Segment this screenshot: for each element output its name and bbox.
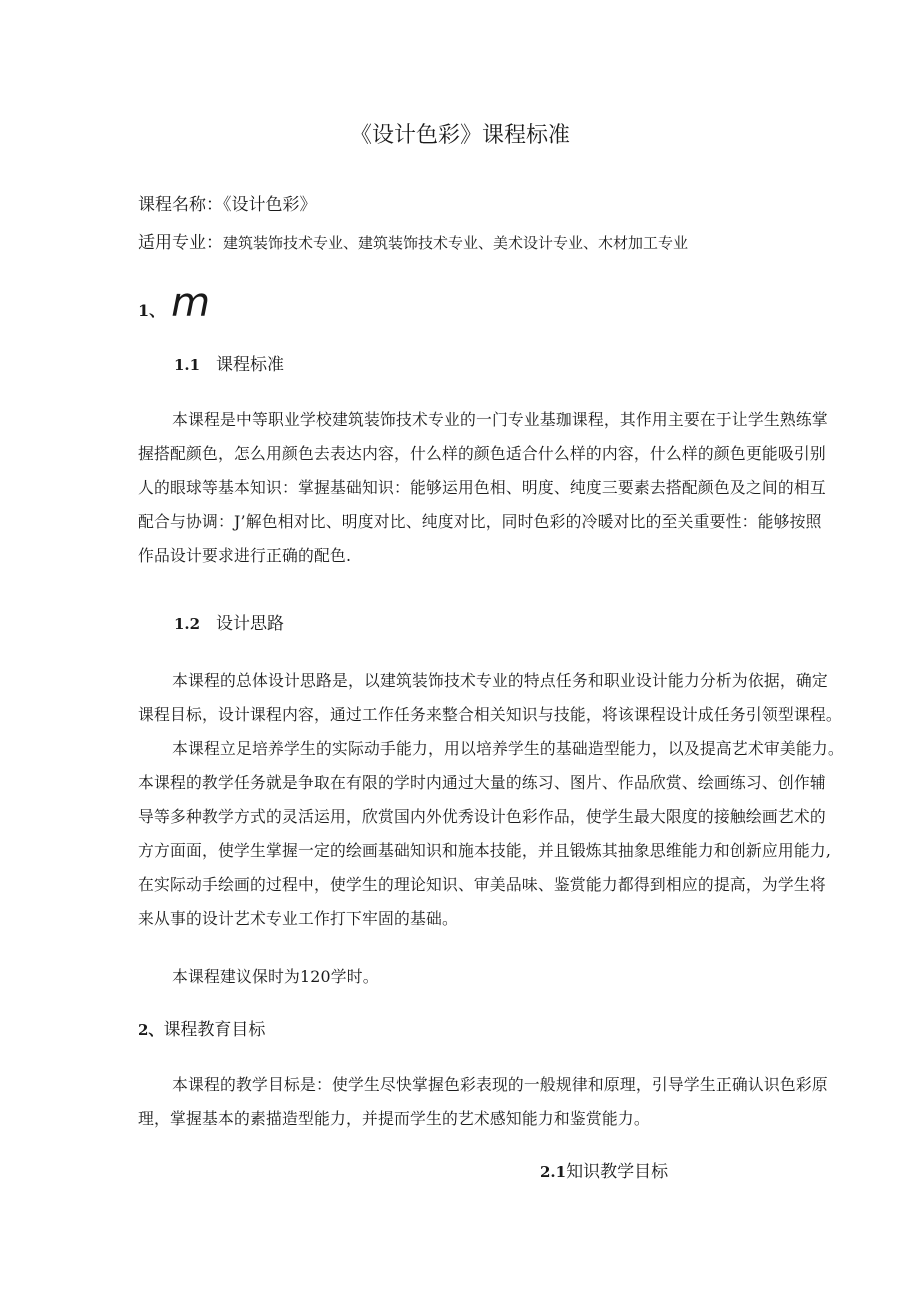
paragraph-line: 方方面面，使学生掌握一定的绘画基础知识和施本技能，并且锻炼其抽象思维能力和创新应用能力, [138,841,832,860]
section-1-heading [138,280,210,326]
paragraph-line: 本课程立足培养学生的实际动手能力，用以培养学生的基础造型能力，以及提高艺术审美能力。 [172,739,844,758]
section-1-number: 1、 [138,301,166,320]
section-1-2-number: 1.2 [174,615,201,633]
major-value: 建筑装饰技术专业、建筑装饰技术专业、美术设计专业、木材加工专业 [223,234,689,252]
paragraph-line: 握搭配颜色，怎么用颜色去表达内容，什么样的颜色适合什么样的内容，什么样的颜色更能吸引别 [138,444,826,463]
paragraph-line: 在实际动手绘画的过程中，使学生的理论知识、审美品味、鉴赏能力都得到相应的提高，为学生将 [138,875,826,894]
section-2-1-heading [540,1157,668,1182]
paragraph-line: 人的眼球等基本知识：掌握基础知识：能够运用色相、明度、纯度三要素去搭配颜色及之间的相互 [138,478,826,497]
section-1-2-paragraph-3 [138,960,873,994]
section-1-1-paragraph [138,403,873,573]
section-1-1-number: 1.1 [174,356,201,374]
section-1-2-title: 设计思路 [216,614,284,634]
paragraph-line: 本课程是中等职业学校建筑装饰技术专业的一门专业基珈课程，其作用主要在于让学生熟练掌 [172,410,828,429]
paragraph-line: 来从事的设计艺术专业工作打下牢固的基础。 [138,909,458,928]
paragraph-line: 导等多种教学方式的灵活运用，欣赏国内外优秀设计色彩作品，使学生最大限度的接触绘画艺术的 [138,807,826,826]
paragraph-line: 配合与协调：J’解色相对比、明度对比、纯度对比，同时色彩的冷暖对比的至关重要性：能够按照 [138,512,822,531]
section-2-heading [138,1015,265,1040]
paragraph-line: 本课程的教学任务就是争取在有限的学时内通过大量的练习、图片、作品欣赏、绘画练习、创作辅 [138,773,826,792]
section-1-2-paragraph-2 [138,732,873,936]
paragraph-line: 本课程的总体设计思路是，以建筑装饰技术专业的特点任务和职业设计能力分析为依据，确定 [172,671,828,690]
page-title: 《设计色彩》课程标准 [349,123,570,148]
major-label: 适用专业： [138,233,223,253]
paragraph-line: 理，掌握基本的素描造型能力，并提而学生的艺术感知能力和鉴赏能力。 [138,1109,650,1128]
section-2-1-number: 2.1 [540,1163,567,1181]
course-name-label: 课程名称： [138,195,223,215]
section-1-1-heading [174,350,284,375]
section-1-2-heading [174,609,284,634]
paragraph-line: 作品设计要求进行正确的配色. [138,546,352,565]
section-1-2-paragraph-1 [138,664,873,732]
section-2-1-title: 知识教学目标 [566,1162,669,1182]
major-row [138,228,688,253]
paragraph-line: 本课程建议保时为120学时。 [172,967,379,986]
paragraph-line: 课程目标，设计课程内容，通过工作任务来整合相关知识与技能，将该课程设计成任务引领型课程。 [138,705,842,724]
section-2-paragraph [138,1068,873,1136]
section-2-number: 2、 [138,1021,164,1039]
paragraph-line: 本课程的教学目标是：使学生尽快掌握色彩表现的一般规律和原理，引导学生正确认识色彩原 [172,1075,828,1094]
section-1-title: m [171,280,211,326]
section-2-title: 课程教育目标 [163,1020,266,1040]
course-name-value: 《设计色彩》 [223,195,317,215]
course-name-row [138,190,317,215]
section-1-1-title: 课程标准 [216,355,284,375]
